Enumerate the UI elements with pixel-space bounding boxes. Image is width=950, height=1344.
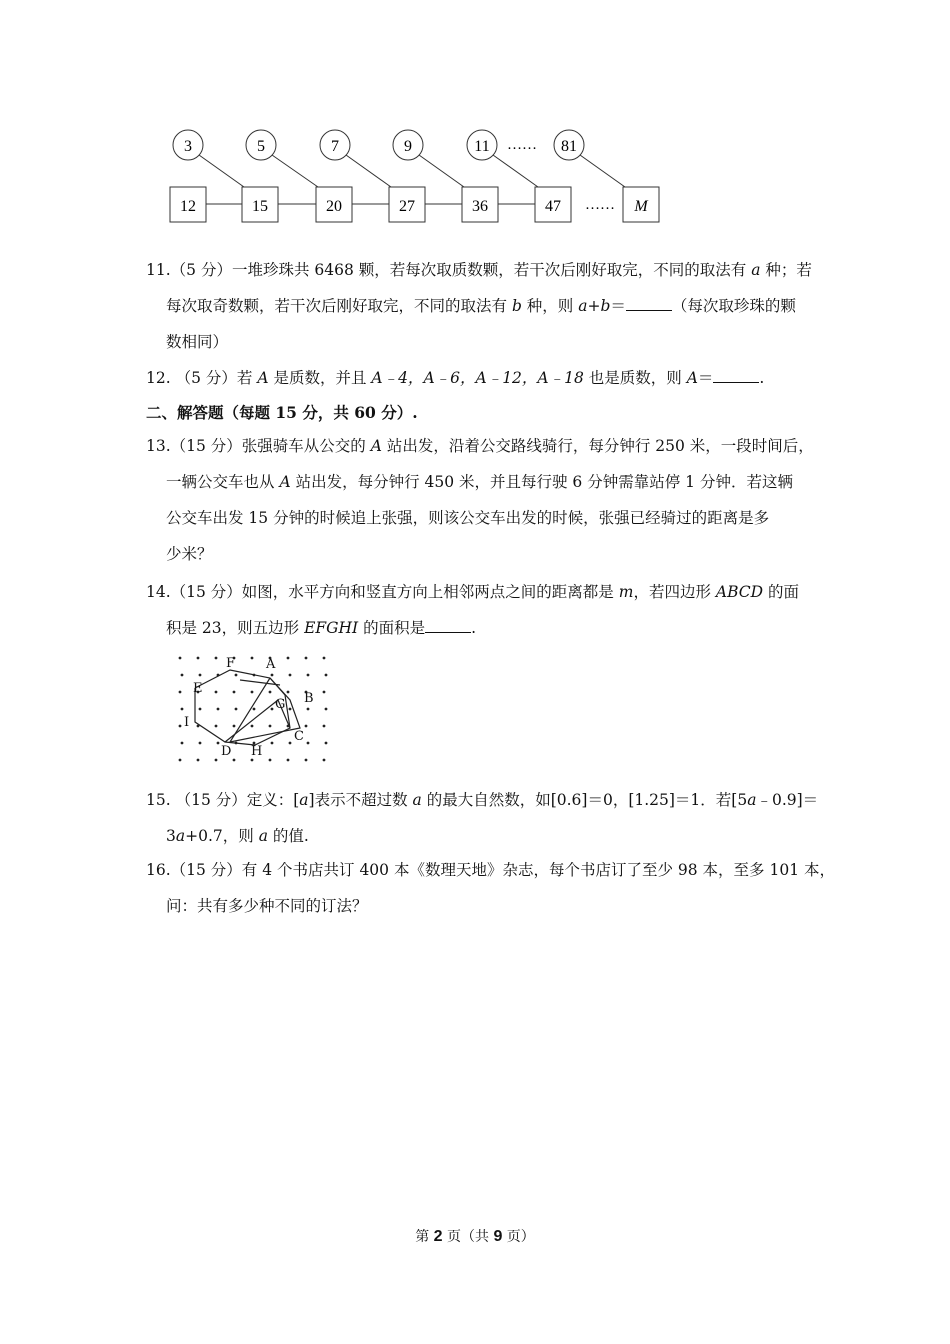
question-12 — [146, 360, 810, 396]
q13-line-1: 13.（15 分）张强骑车从公交的 A 站出发，沿着公交路线骑行，每分钟行 250 米，一段时间后， — [146, 437, 814, 455]
box-label: 20 — [326, 198, 342, 215]
answer-blank — [626, 296, 672, 311]
section-heading: 二、解答题（每题 15 分，共 60 分）. — [146, 403, 418, 422]
box-label: 15 — [252, 198, 268, 215]
box-node-4 — [389, 187, 425, 222]
circle-node-6 — [554, 130, 584, 160]
grid-dot — [323, 691, 326, 694]
circle-node-3 — [320, 130, 350, 160]
grid-dot — [289, 742, 292, 745]
box-label: 36 — [472, 198, 488, 215]
circle-label: 5 — [257, 138, 265, 155]
label-b: B — [304, 691, 314, 706]
grid-dot — [287, 657, 290, 660]
box-label: 47 — [545, 198, 561, 215]
answer-blank — [425, 618, 471, 633]
box-node-2 — [242, 187, 278, 222]
grid-dot — [307, 742, 310, 745]
box-node-5 — [462, 187, 498, 222]
box-label: 12 — [180, 198, 196, 215]
grid-dot — [215, 657, 218, 660]
grid-dot — [215, 725, 218, 728]
grid-dot — [325, 674, 328, 677]
figure-labels — [184, 656, 314, 759]
q16-line-2: 问：共有多少种不同的订法？ — [166, 897, 368, 915]
grid-dot — [287, 759, 290, 762]
page-number: 2 — [433, 1228, 443, 1245]
box-node-7 — [623, 187, 659, 222]
circle-nodes — [173, 130, 584, 160]
ellipsis-top: …… — [507, 137, 537, 153]
grid-dot — [269, 759, 272, 762]
grid-dot — [287, 691, 290, 694]
grid-dot — [235, 708, 238, 711]
label-h: H — [251, 744, 263, 759]
question-15 — [146, 782, 819, 854]
q15-line-1: 15. （15 分）定义：[a]表示不超过数 a 的最大自然数，如[0.6]＝0，[1.25]＝1．若[5a﹣0.9]＝ — [146, 791, 819, 809]
label-e: E — [193, 681, 203, 696]
q11-line-3: 数相同） — [166, 333, 229, 351]
grid-dot — [269, 691, 272, 694]
grid-dot — [323, 657, 326, 660]
grid-dot — [305, 759, 308, 762]
label-i: I — [184, 715, 190, 730]
q14-line-1: 14.（15 分）如图，水平方向和竖直方向上相邻两点之间的距离都是 m，若四边形 ABCD 的面 — [146, 583, 799, 601]
grid-dot — [323, 725, 326, 728]
sequence-diagram — [160, 120, 680, 235]
grid-dot — [251, 759, 254, 762]
circle-node-1 — [173, 130, 203, 160]
grid-dot — [305, 725, 308, 728]
q13-line-3: 公交车出发 15 分钟的时候追上张强，则该公交车出发的时候，张强已经骑过的距离是多 — [166, 509, 770, 527]
box-node-1 — [170, 187, 206, 222]
circle-label: 11 — [474, 138, 490, 155]
q13-line-4: 少米？ — [166, 545, 213, 563]
grid-dot — [217, 708, 220, 711]
box-node-6 — [535, 187, 571, 222]
grid-dot — [253, 708, 256, 711]
circle-label: 7 — [331, 138, 339, 155]
question-16 — [146, 852, 835, 924]
q13-line-2: 一辆公交车也从 A 站出发，每分钟行 450 米，并且每行驶 6 分钟需靠站停 1 分钟．若这辆 — [166, 473, 793, 491]
answer-blank — [713, 368, 759, 383]
grid-dot — [323, 759, 326, 762]
q15-line-2: 3a+0.7，则 a 的值. — [166, 827, 309, 845]
grid-dot — [181, 742, 184, 745]
q14-line-2: 积是 23，则五边形 EFGHI 的面积是 . — [166, 619, 477, 637]
q11-line-1: 11.（5 分）一堆珍珠共 6468 颗，若每次取质数颗，若干次后刚好取完，不同的取法有 a 种；若 — [146, 261, 812, 279]
grid-dot — [251, 691, 254, 694]
grid-dot — [179, 657, 182, 660]
q12-line-1: 12. （5 分）若 A 是质数，并且 A﹣4，A﹣6，A﹣12，A﹣18 也是质数，则 A＝ . — [146, 369, 765, 387]
circle-label: 81 — [561, 138, 577, 155]
grid-dot — [233, 691, 236, 694]
grid-dot — [197, 657, 200, 660]
grid-dot — [271, 708, 274, 711]
grid-dot — [233, 725, 236, 728]
grid-dot — [199, 674, 202, 677]
grid-dot — [215, 691, 218, 694]
label-f: F — [226, 656, 236, 671]
page-total: 9 — [493, 1228, 503, 1245]
grid-dot — [181, 708, 184, 711]
page-footer: 第 2 页（共 9 页） — [415, 1228, 535, 1245]
label-a: A — [266, 657, 276, 672]
ellipsis-bottom: …… — [585, 197, 615, 213]
question-11 — [146, 252, 810, 360]
grid-dot — [235, 674, 238, 677]
box-label: 27 — [399, 198, 415, 215]
circle-node-4 — [393, 130, 423, 160]
dot-grid-figure — [170, 650, 335, 770]
grid-dot — [179, 691, 182, 694]
grid-dot — [217, 742, 220, 745]
q16-line-1: 16.（15 分）有 4 个书店共订 400 本《数理天地》杂志，每个书店订了至少 98 本，至多 101 本， — [146, 861, 835, 879]
grid-dot — [271, 674, 274, 677]
grid-dot — [305, 657, 308, 660]
grid-dot — [199, 708, 202, 711]
label-c: C — [294, 729, 304, 744]
box-node-3 — [316, 187, 352, 222]
grid-dot — [179, 759, 182, 762]
grid-dot — [307, 708, 310, 711]
grid-dot — [199, 742, 202, 745]
grid-dot — [307, 674, 310, 677]
grid-dot — [197, 759, 200, 762]
circle-label: 3 — [184, 138, 192, 155]
q11-line-2: 每次取奇数颗，若干次后刚好取完，不同的取法有 b 种，则 a+b＝ （每次取珍珠的颗 — [166, 297, 796, 315]
box-nodes — [170, 187, 659, 222]
circle-label: 9 — [404, 138, 412, 155]
label-d: D — [221, 744, 232, 759]
grid-dot — [269, 725, 272, 728]
grid-dot — [233, 759, 236, 762]
grid-dot — [289, 674, 292, 677]
grid-dot — [251, 657, 254, 660]
circle-node-2 — [246, 130, 276, 160]
label-g: G — [275, 697, 286, 712]
grid-dot — [215, 759, 218, 762]
question-14 — [146, 574, 810, 646]
grid-dot — [325, 742, 328, 745]
grid-dot — [271, 742, 274, 745]
grid-dot — [325, 708, 328, 711]
grid-dot — [181, 674, 184, 677]
grid-dot — [179, 725, 182, 728]
grid-dot — [251, 725, 254, 728]
grid-dot — [289, 708, 292, 711]
circle-node-5 — [467, 130, 497, 160]
box-label: M — [634, 198, 648, 215]
question-13 — [146, 428, 814, 572]
